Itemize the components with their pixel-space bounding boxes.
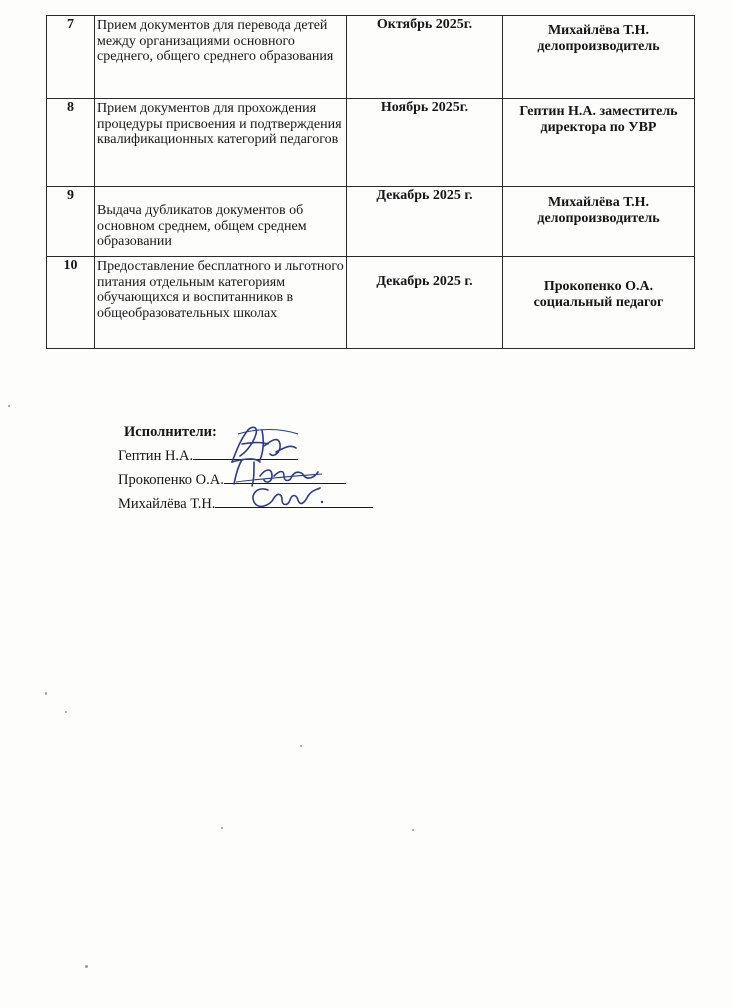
row-number: 9	[47, 187, 95, 257]
signature-line-mikhaileva	[118, 492, 373, 516]
responsible-person: Михайлёва Т.Н. делопроизводитель	[503, 187, 695, 257]
service-date: Декабрь 2025 г.	[347, 257, 503, 349]
responsible-person: Гептин Н.А. заместитель директора по УВР	[503, 99, 695, 187]
scan-speck	[221, 827, 223, 829]
service-date: Ноябрь 2025г.	[347, 99, 503, 187]
scan-speck	[8, 405, 10, 407]
service-description: Прием документов для прохождения процедуры присвоения и подтверждения квалификационных категорий педагогов	[95, 99, 347, 187]
signer-name: Прокопенко О.А.	[118, 472, 224, 488]
signatures-block	[118, 423, 373, 516]
service-date: Октябрь 2025г.	[347, 16, 503, 99]
service-description: Выдача дубликатов документов об основном среднем, общем среднем образовании	[95, 187, 347, 257]
handwritten-signature-mikhaileva	[246, 480, 326, 514]
service-description: Прием документов для перевода детей между организациями основного среднего, общего среднего образования	[95, 16, 347, 99]
service-date: Декабрь 2025 г.	[347, 187, 503, 257]
table-row	[47, 187, 695, 257]
row-number: 7	[47, 16, 95, 99]
signer-name: Михайлёва Т.Н.	[118, 496, 216, 512]
responsible-person: Прокопенко О.А. социальный педагог	[503, 257, 695, 349]
table-row	[47, 257, 695, 349]
service-description: Предоставление бесплатного и льготного питания отдельным категориям обучающихся и воспитанников в общеобразовательных школах	[95, 257, 347, 349]
signer-name: Гептин Н.А.	[118, 448, 194, 464]
signatures-title: Исполнители:	[124, 424, 217, 440]
row-number: 10	[47, 257, 95, 349]
scan-speck	[300, 745, 302, 747]
scan-speck	[65, 711, 67, 713]
scan-speck	[85, 965, 88, 968]
responsible-person: Михайлёва Т.Н. делопроизводитель	[503, 16, 695, 99]
services-schedule-table	[46, 15, 695, 349]
scan-speck	[412, 829, 414, 831]
table-row	[47, 16, 695, 99]
table-row	[47, 99, 695, 187]
row-number: 8	[47, 99, 95, 187]
scan-speck	[45, 692, 47, 695]
